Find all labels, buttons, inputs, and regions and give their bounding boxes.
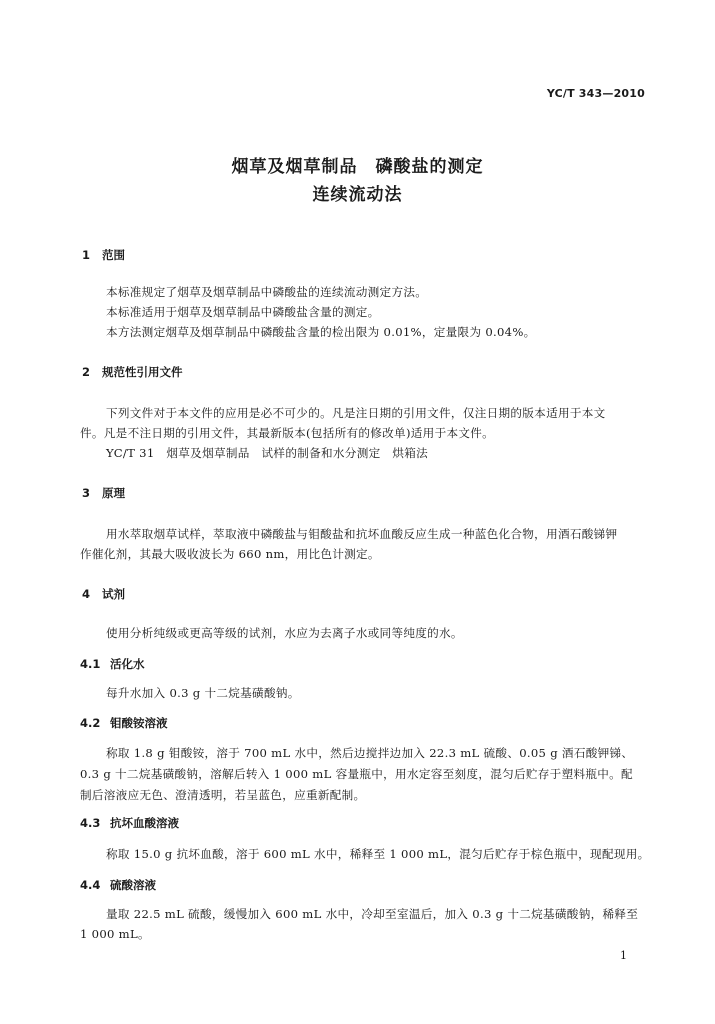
subsection-number: 4.1: [80, 657, 101, 671]
document-subtitle: 连续流动法: [312, 185, 403, 205]
subsection-title: 抗坏血酸溶液: [110, 816, 179, 830]
document-title: 烟草及烟草制品 磷酸盐的测定: [231, 157, 484, 177]
section-heading-scope: [82, 247, 125, 263]
paragraph-line: 用水萃取烟草试样，萃取液中磷酸盐与钼酸盐和抗坏血酸反应生成一种蓝色化合物，用酒石酸锑钾: [106, 527, 618, 541]
section-heading-principle: [82, 485, 125, 501]
section-number: 1: [82, 248, 91, 262]
subsection-number: 4.3: [80, 816, 101, 830]
reference-item: YC/T 31 烟草及烟草制品 试样的制备和水分测定 烘箱法: [106, 446, 429, 460]
paragraph-line: 本方法测定烟草及烟草制品中磷酸盐含量的检出限为 0.01%，定量限为 0.04%。: [106, 325, 536, 339]
paragraph-line: 称取 1.8 g 钼酸铵，溶于 700 mL 水中，然后边搅拌边加入 22.3 mL 硫酸、0.05 g 酒石酸钾锑、: [106, 746, 634, 760]
paragraph-line: 作催化剂，其最大吸收波长为 660 nm，用比色计测定。: [80, 547, 380, 561]
section-heading-reagents: [82, 586, 125, 602]
section-number: 2: [82, 365, 91, 379]
subsection-number: 4.2: [80, 716, 101, 730]
paragraph-line: 称取 15.0 g 抗坏血酸，溶于 600 mL 水中，稀释至 1 000 mL，混匀后贮存于棕色瓶中，现配现用。: [106, 847, 650, 861]
paragraph-line: 0.3 g 十二烷基磺酸钠，溶解后转入 1 000 mL 容量瓶中，用水定容至刻度，混匀后贮存于塑料瓶中。配: [80, 767, 633, 781]
section-number: 4: [82, 587, 91, 601]
section-heading-normative-references: [82, 364, 183, 380]
paragraph-line: 件。凡是不注日期的引用文件，其最新版本(包括所有的修改单)适用于本文件。: [80, 426, 495, 440]
subsection-title: 活化水: [110, 657, 145, 671]
subsection-heading-sulfuric-acid: [80, 877, 156, 893]
section-title: 范围: [102, 248, 125, 262]
standard-code: YC/T 343—2010: [546, 87, 645, 100]
paragraph-line: 每升水加入 0.3 g 十二烷基磺酸钠。: [106, 686, 300, 700]
paragraph-line: 下列文件对于本文件的应用是必不可少的。凡是注日期的引用文件，仅注日期的版本适用于本文: [106, 406, 606, 420]
subsection-heading-ammonium-molybdate: [80, 715, 168, 731]
paragraph-line: 使用分析纯级或更高等级的试剂，水应为去离子水或同等纯度的水。: [106, 626, 463, 640]
paragraph-line: 制后溶液应无色、澄清透明，若呈蓝色，应重新配制。: [80, 788, 366, 802]
subsection-title: 钼酸铵溶液: [110, 716, 168, 730]
subsection-number: 4.4: [80, 878, 101, 892]
subsection-title: 硫酸溶液: [110, 878, 156, 892]
section-title: 原理: [102, 486, 125, 500]
section-title: 规范性引用文件: [102, 365, 183, 379]
paragraph-line: 量取 22.5 mL 硫酸，缓慢加入 600 mL 水中，冷却至室温后，加入 0.3 g 十二烷基磺酸钠，稀释至: [106, 907, 639, 921]
paragraph-line: 本标准规定了烟草及烟草制品中磷酸盐的连续流动测定方法。: [106, 285, 428, 299]
subsection-heading-activated-water: [80, 656, 145, 672]
paragraph-line: 本标准适用于烟草及烟草制品中磷酸盐含量的测定。: [106, 305, 380, 319]
section-title: 试剂: [102, 587, 125, 601]
paragraph-line: 1 000 mL。: [80, 927, 150, 941]
section-number: 3: [82, 486, 91, 500]
subsection-heading-ascorbic-acid: [80, 815, 179, 831]
page-number: 1: [620, 949, 627, 962]
